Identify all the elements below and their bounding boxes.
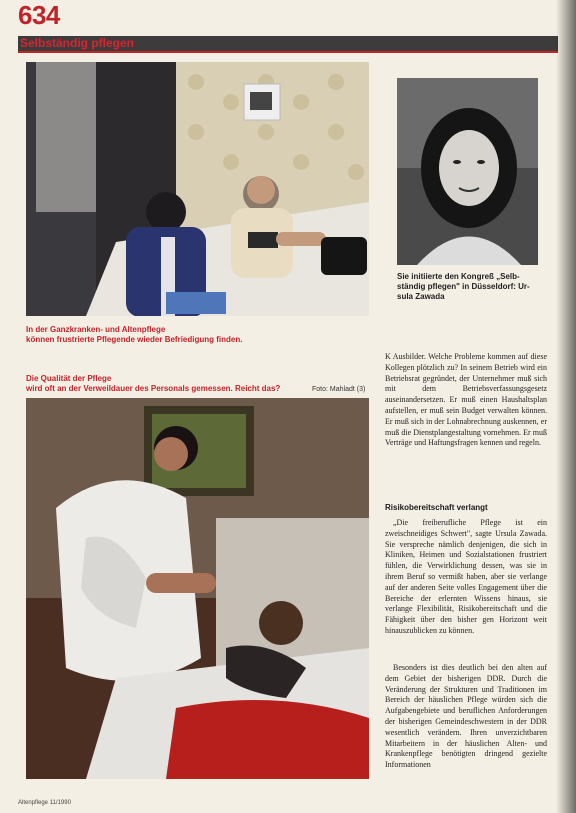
red-rule — [18, 51, 558, 53]
photo-credit: Foto: Mahladt (3) — [312, 386, 366, 393]
body-subheading: Risikobereitschaft verlangt — [385, 503, 488, 512]
photo-portrait — [397, 78, 538, 265]
photo-blood-pressure — [26, 62, 369, 316]
section-title: Selbständig pflegen — [20, 36, 135, 50]
lower-photo-caption: Die Qualität der Pflege wird oft an der Verweildauer des Personals gemessen. Reicht das? — [26, 374, 281, 393]
page-number: 634 — [18, 0, 60, 30]
page-edge-shadow — [556, 0, 576, 813]
body-paragraph-2: „Die freiberufliche Pflege ist ein zweischneidiges Schwert", sagte Ursula Zawada. Sie verspreche nämlich denjenigen, die sich in Kliniken, Heimen und Sozialstationen frustriert fühlen, die Verwirklichung dessen, was sie in ihrem Beruf so vermißt haben, aber sie verlange auf der anderen Seite volles Engagement über die Bereiche der erlernten Wissens hinaus, sie verlange Flexibilität, Risikobereitschaft und die Fähigkeit über den bisher gen Horizont weit hinauszublicken zu können. — [385, 518, 547, 635]
body-paragraph-1: K Ausbilder. Welche Probleme kommen auf diese Kollegen plötzlich zu? In seinem Betrieb wird ein Betriebsrat gegründet, der Unternehmer muß sich mit dem Betriebsverfassungsgesetz auseinandersetzen. Er muß einen Haushaltsplan aufstellen, er muß sein Budget verwalten können. Er muß sich in der Lohnabrechnung auskennen, er muß die Dienstplangestaltung vornehmen. Er muß Verträge und Haftungsfragen kennen und regeln. — [385, 352, 547, 448]
footer-issue: Altenpflege 11/1990 — [18, 800, 71, 806]
photo-patient-care — [26, 398, 369, 779]
body-paragraph-3: Besonders ist dies deutlich bei den alten auf dem Gebiet der bisherigen DDR. Durch die Veränderung der Strukturen und Traditionen im Bereich der häuslichen Pflege würden sich die Aufgabengebiete und beruflichen Anforderungen der bisherigen Gemeindeschwestern in der DDR wesentlich verändern. Ihren unverzichtbaren Mitarbeitern in der häuslichen Alten- und Krankenpflege benötigten dringend gezielte Informationen — [385, 663, 547, 770]
top-photo-caption: In der Ganzkranken- und Altenpflege können frustrierte Pflegende wieder Befriedigung finden. — [26, 325, 243, 344]
portrait-caption: Sie initiierte den Kongreß „Selb- ständig pflegen" in Düsseldorf: Ur- sula Zawada — [397, 272, 530, 301]
